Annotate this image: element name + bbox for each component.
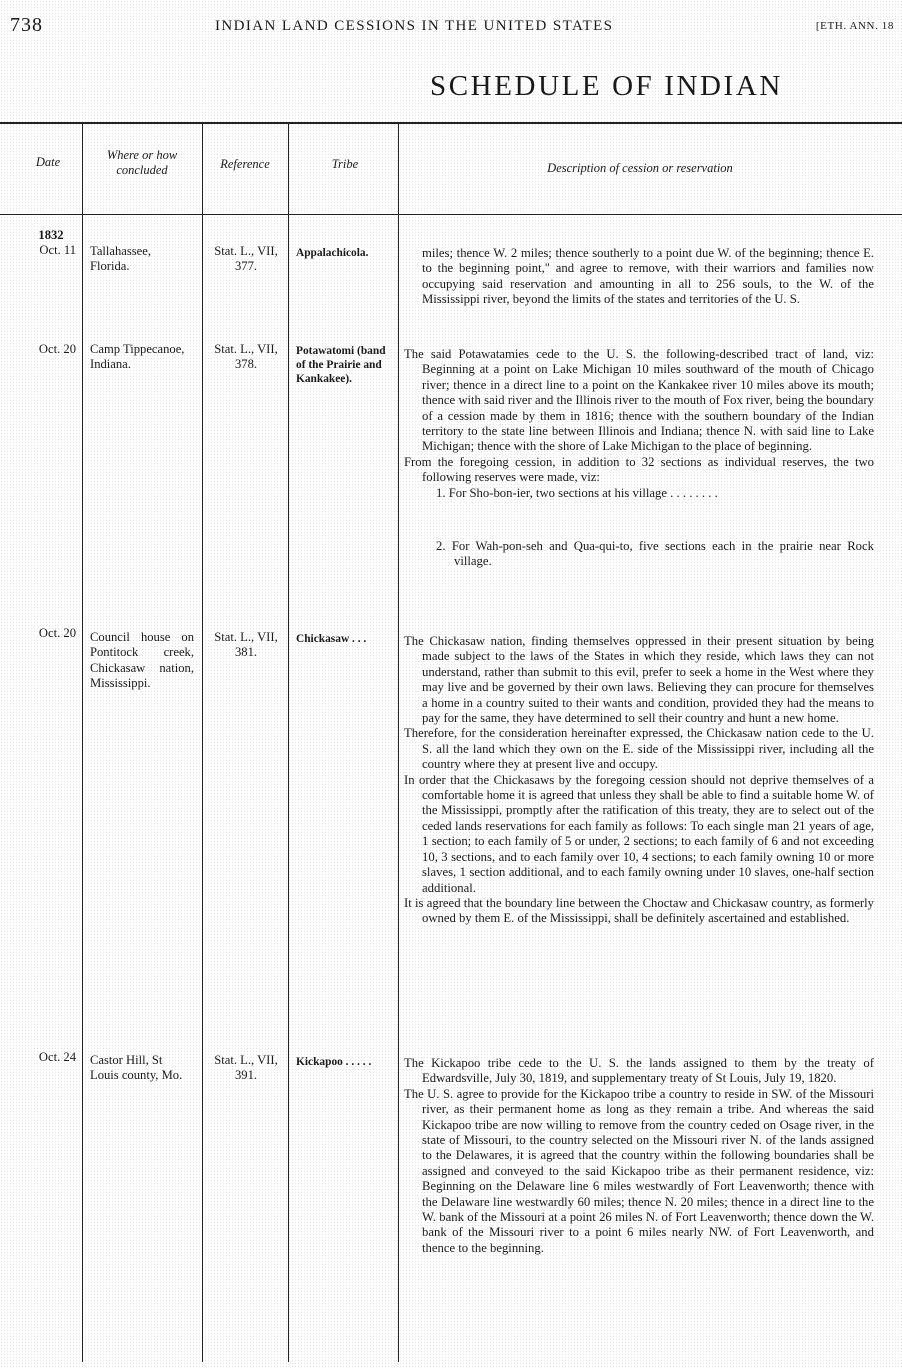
column-divider [202,122,203,1362]
reserve-item: 1. For Sho-bon-ier, two sections at his village . . . . . . . . [436,485,718,500]
schedule-title: SCHEDULE OF INDIAN [430,70,783,102]
entry-reference: Stat. L., VII, 391. [214,1053,278,1083]
column-header-reference: Reference [220,157,270,171]
column-divider [82,122,83,1362]
entry-tribe: Chickasaw . . . [296,633,367,645]
entry-reference: Stat. L., VII, 377. [214,244,278,274]
description-paragraph: The Kickapoo tribe cede to the U. S. the lands assigned to them by the treaty of Edwardsville, July 30, 1819, and supplementary treaty of St Louis, July 19, 1820. [404,1056,874,1086]
entry-description [404,634,874,927]
entry-reference: Stat. L., VII, 378. [214,342,278,372]
reserve-item: 2. For Wah-pon-seh and Qua-qui-to, five sections each in the prairie near Rock village. [436,539,874,569]
entry-description [404,1056,874,1256]
entry-tribe: Potawatomi (band of the Prairie and Kankakee). [296,345,386,385]
column-header-tribe: Tribe [331,157,359,171]
description-paragraph: The U. S. agree to provide for the Kickapoo tribe a country to reside in SW. of the Missouri river, as their permanent home as long as they remain a tribe. And whereas the said Kickapoo tribe are now willing to remove from the country ceded on Osage river, in the state of Missouri, to the country selected on the Missouri river N. of the lands assigned to the Delawares, it is agreed that the country within the following boundaries shall be assigned and conveyed to the said Kickapoo tribe as their permanent residence, viz: Beginning on the Delaware line 6 miles westwardly of Fort Leavenworth; thence with the Delaware line westwardly 60 miles; thence N. 20 miles; thence in a direct line to the W. bank of the Missouri at a point 26 miles N. of Fort Leavenworth; thence down the W. bank of the Missouri river to a point 6 miles nearly NW. of Fort Leavenworth, and thence to the beginning. [404,1086,874,1255]
description-paragraph: From the foregoing cession, in addition to 32 sections as individual reserves, the two following reserves were made, viz: [404,454,874,485]
entry-tribe: Appalachicola. [296,247,369,259]
entry-date: Oct. 20 [38,626,76,640]
entry-where: Council house on Pontitock creek, Chickasaw nation, Mississippi. [90,630,194,690]
column-divider [288,122,289,1362]
entry-where: Castor Hill, St Louis county, Mo. [90,1053,183,1083]
entry-reference: Stat. L., VII, 381. [214,630,278,660]
table-top-rule [0,122,902,124]
column-header-description: Description of cession or reservation [547,161,733,175]
description-paragraph: miles; thence W. 2 miles; thence southerly to a point due W. of the beginning; thence E. to the beginning point," and agree to remove, with their warriors and families now occupying said reservation and amounting in all to 256 souls, to the W. of the Mississippi river, beyond the limits of the states and territories of the U. S. [422,246,874,307]
column-header-where: Where or how concluded [106,148,178,177]
column-divider [398,122,399,1362]
description-paragraph: It is agreed that the boundary line between the Choctaw and Chickasaw country, as formerly owned by them E. of the Mississippi, shall be definitely ascertained and established. [404,895,874,926]
header-bottom-rule [0,214,902,215]
page-number: 738 [10,14,43,36]
column-header-date: Date [35,155,61,169]
entry-where: Camp Tippecanoe, Indiana. [90,342,185,372]
description-paragraph: Therefore, for the consideration hereinafter expressed, the Chickasaw nation cede to the U. S. all the land which they own on the E. side of the Mississippi river, including all the country where they at present live and occupy. [404,726,874,772]
entry-tribe: Kickapoo . . . . . [296,1056,372,1068]
entry-date [4,228,76,259]
entry-where: Tallahassee, Florida. [90,244,152,274]
description-paragraph: The Chickasaw nation, finding themselves oppressed in their present situation by being made subject to the laws of the States in which they reside, which laws they can not understand, rather than submit to this evil, prefer to seek a home in the West where they may live and be governed by their own laws. Believing they can procure for themselves a home in a country suited to their wants and condition, provided they had the means to pay for the same, they have determined to sell their country and hunt a new home. [404,634,874,726]
entry-date: Oct. 20 [38,342,76,356]
description-paragraph: The said Potawatamies cede to the U. S. the following-described tract of land, viz: Beginning at a point on Lake Michigan 10 miles southward of the mouth of Chicago river; thence in a direct line to a point on the Kankakee river 10 miles above its mouth; thence with said river and the Illinois river to the mouth of Fox river, being the boundary of a cession made by them in 1816; thence with the southern boundary of the Indian territory to the state line between Illinois and Indiana; thence N. with said line to Lake Michigan; thence with the shore of Lake Michigan to the place of beginning. [404,347,874,454]
entry-date: Oct. 24 [38,1050,76,1064]
running-head [0,14,902,38]
entry-description [404,246,874,308]
running-title: INDIAN LAND CESSIONS IN THE UNITED STATES [215,18,614,34]
running-right: [ETH. ANN. 18 [815,20,894,32]
entry-description [404,347,874,570]
entry-year: 1832 [38,228,64,242]
description-paragraph: In order that the Chickasaws by the foregoing cession should not deprive themselves of a comfortable home it is agreed that unless they shall be able to find a suitable home W. of the Mississippi, promptly after the ratification of this treaty, they are to select out of the ceded lands reservations for each family as follows: To each single man 21 years of age, 1 section; to each family of 5 or under, 2 sections; to each family of 6 and not exceeding 10, 3 sections, and to each family over 10, 4 sections; to each family owning 10 or more slaves, 1 section additional, and to each family owning under 10 slaves, one-half section additional. [404,772,874,895]
spacer [404,501,874,539]
entry-date-value: Oct. 11 [39,243,76,258]
